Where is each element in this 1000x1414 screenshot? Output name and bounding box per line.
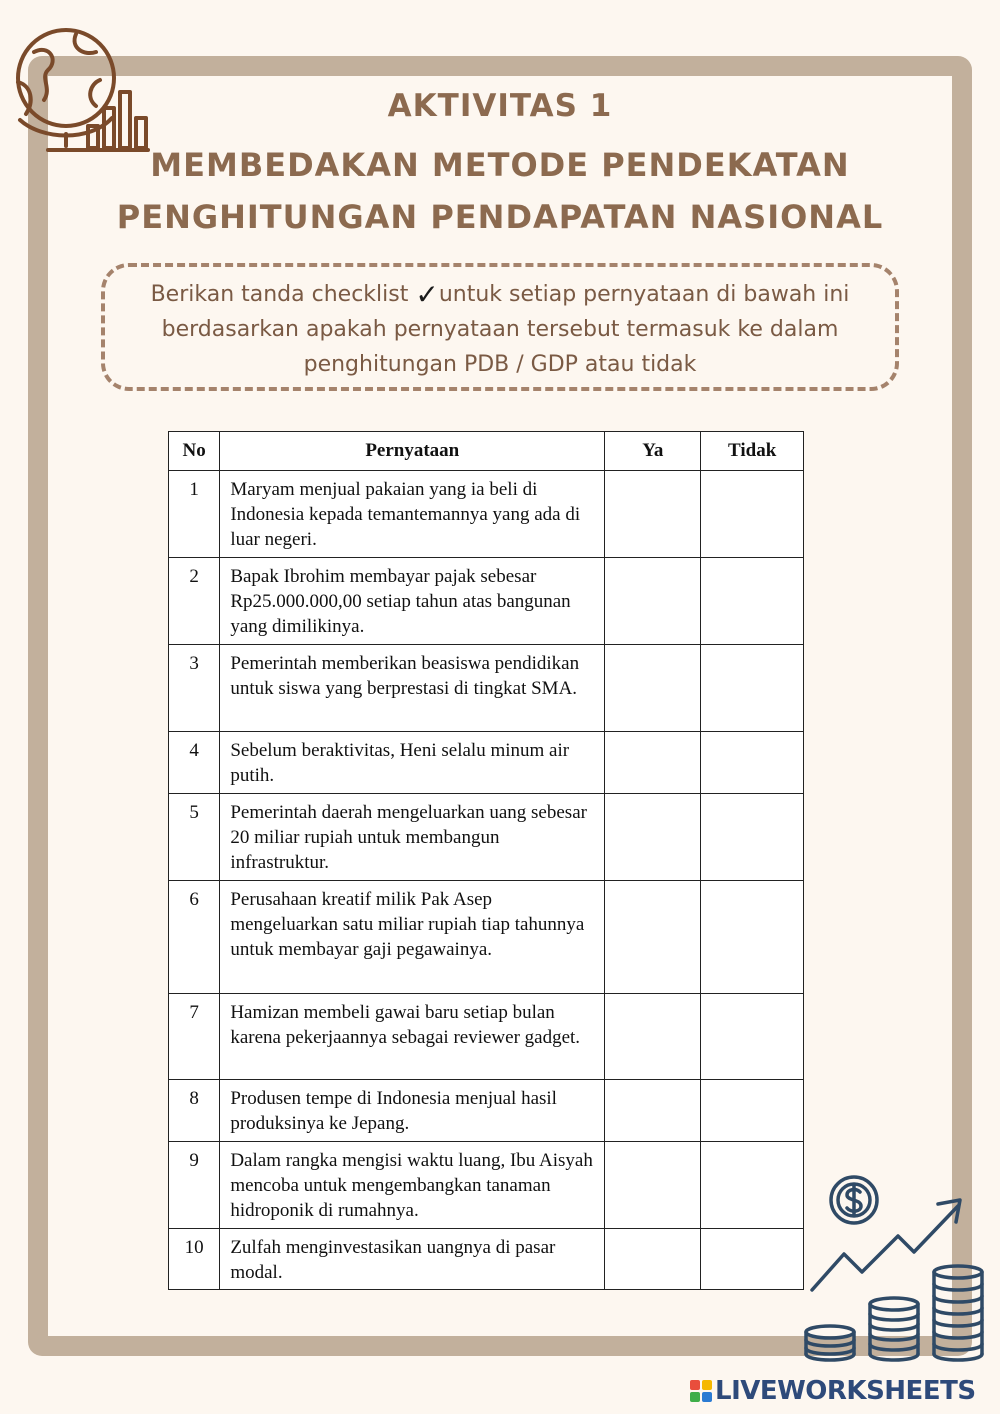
- statement-text: Zulfah menginvestasikan uangnya di pasar modal.: [220, 1229, 605, 1290]
- money-growth-icon: [800, 1172, 990, 1364]
- row-number: 5: [169, 794, 220, 881]
- ya-answer-cell[interactable]: [605, 558, 701, 645]
- ya-answer-cell[interactable]: [605, 1142, 701, 1229]
- tidak-answer-cell[interactable]: [701, 994, 804, 1080]
- statement-text: Dalam rangka mengisi waktu luang, Ibu Aisyah mencoba untuk mengembangkan tanaman hidroponik di rumahnya.: [220, 1142, 605, 1229]
- tidak-answer-cell[interactable]: [701, 1229, 804, 1290]
- row-number: 10: [169, 1229, 220, 1290]
- statement-text: Pemerintah daerah mengeluarkan uang sebesar 20 miliar rupiah untuk membangun infrastruktur.: [220, 794, 605, 881]
- statement-text: Sebelum beraktivitas, Heni selalu minum air putih.: [220, 732, 605, 794]
- tidak-answer-cell[interactable]: [701, 558, 804, 645]
- tidak-answer-cell[interactable]: [701, 1142, 804, 1229]
- tidak-answer-cell[interactable]: [701, 471, 804, 558]
- table-row: [169, 794, 804, 881]
- tidak-answer-cell[interactable]: [701, 645, 804, 732]
- row-number: 2: [169, 558, 220, 645]
- ya-answer-cell[interactable]: [605, 881, 701, 994]
- ya-answer-cell[interactable]: [605, 1229, 701, 1290]
- tidak-answer-cell[interactable]: [701, 732, 804, 794]
- header-tidak: Tidak: [701, 432, 804, 471]
- instruction-after-check: untuk setiap pernyataan di bawah ini: [438, 282, 850, 307]
- ya-answer-cell[interactable]: [605, 994, 701, 1080]
- table-row: [169, 1142, 804, 1229]
- title-line-1: MEMBEDAKAN METODE PENDEKATAN: [150, 146, 850, 184]
- row-number: 4: [169, 732, 220, 794]
- ya-answer-cell[interactable]: [605, 1080, 701, 1142]
- row-number: 6: [169, 881, 220, 994]
- table-header-row: [169, 432, 804, 471]
- header-pernyataan: Pernyataan: [220, 432, 605, 471]
- row-number: 9: [169, 1142, 220, 1229]
- instruction-line-1: [105, 277, 895, 312]
- activity-heading: AKTIVITAS 1: [387, 88, 613, 124]
- checkmark-icon: ✓: [415, 278, 439, 311]
- instruction-line-3: penghitungan PDB / GDP atau tidak: [303, 352, 697, 377]
- tidak-answer-cell[interactable]: [701, 1080, 804, 1142]
- row-number: 3: [169, 645, 220, 732]
- statement-text: Hamizan membeli gawai baru setiap bulan karena pekerjaannya sebagai reviewer gadget.: [220, 994, 605, 1080]
- statement-text: Perusahaan kreatif milik Pak Asep mengeluarkan satu miliar rupiah tiap tahunnya untuk membayar gaji pegawainya.: [220, 881, 605, 994]
- statement-text: Maryam menjual pakaian yang ia beli di Indonesia kepada temantemannya yang ada di luar negeri.: [220, 471, 605, 558]
- ya-answer-cell[interactable]: [605, 794, 701, 881]
- tidak-answer-cell[interactable]: [701, 794, 804, 881]
- ya-answer-cell[interactable]: [605, 471, 701, 558]
- table-row: [169, 732, 804, 794]
- tidak-answer-cell[interactable]: [701, 881, 804, 994]
- header-ya: Ya: [605, 432, 701, 471]
- title-line-2: PENGHITUNGAN PENDAPATAN NASIONAL: [116, 198, 884, 236]
- table-row: [169, 1229, 804, 1290]
- row-number: 8: [169, 1080, 220, 1142]
- table-row: [169, 994, 804, 1080]
- statement-table: [168, 431, 804, 1290]
- liveworksheets-footer: [690, 1374, 990, 1408]
- table-row: [169, 1080, 804, 1142]
- statement-text: Bapak Ibrohim membayar pajak sebesar Rp25.000.000,00 setiap tahun atas bangunan yang dimilikinya.: [220, 558, 605, 645]
- header-no: No: [169, 432, 220, 471]
- liveworksheets-logo-icon: [690, 1380, 712, 1402]
- table-row: [169, 558, 804, 645]
- statement-text: Pemerintah memberikan beasiswa pendidikan untuk siswa yang berprestasi di tingkat SMA.: [220, 645, 605, 732]
- instruction-before-check: Berikan tanda checklist: [150, 282, 416, 307]
- instruction-box: [101, 263, 899, 391]
- statement-text: Produsen tempe di Indonesia menjual hasil produksinya ke Jepang.: [220, 1080, 605, 1142]
- liveworksheets-brand: LIVEWORKSHEETS: [715, 1376, 976, 1406]
- instruction-line-2: berdasarkan apakah pernyataan tersebut termasuk ke dalam: [161, 317, 839, 342]
- ya-answer-cell[interactable]: [605, 645, 701, 732]
- ya-answer-cell[interactable]: [605, 732, 701, 794]
- table-row: [169, 645, 804, 732]
- row-number: 7: [169, 994, 220, 1080]
- table-row: [169, 471, 804, 558]
- row-number: 1: [169, 471, 220, 558]
- table-row: [169, 881, 804, 994]
